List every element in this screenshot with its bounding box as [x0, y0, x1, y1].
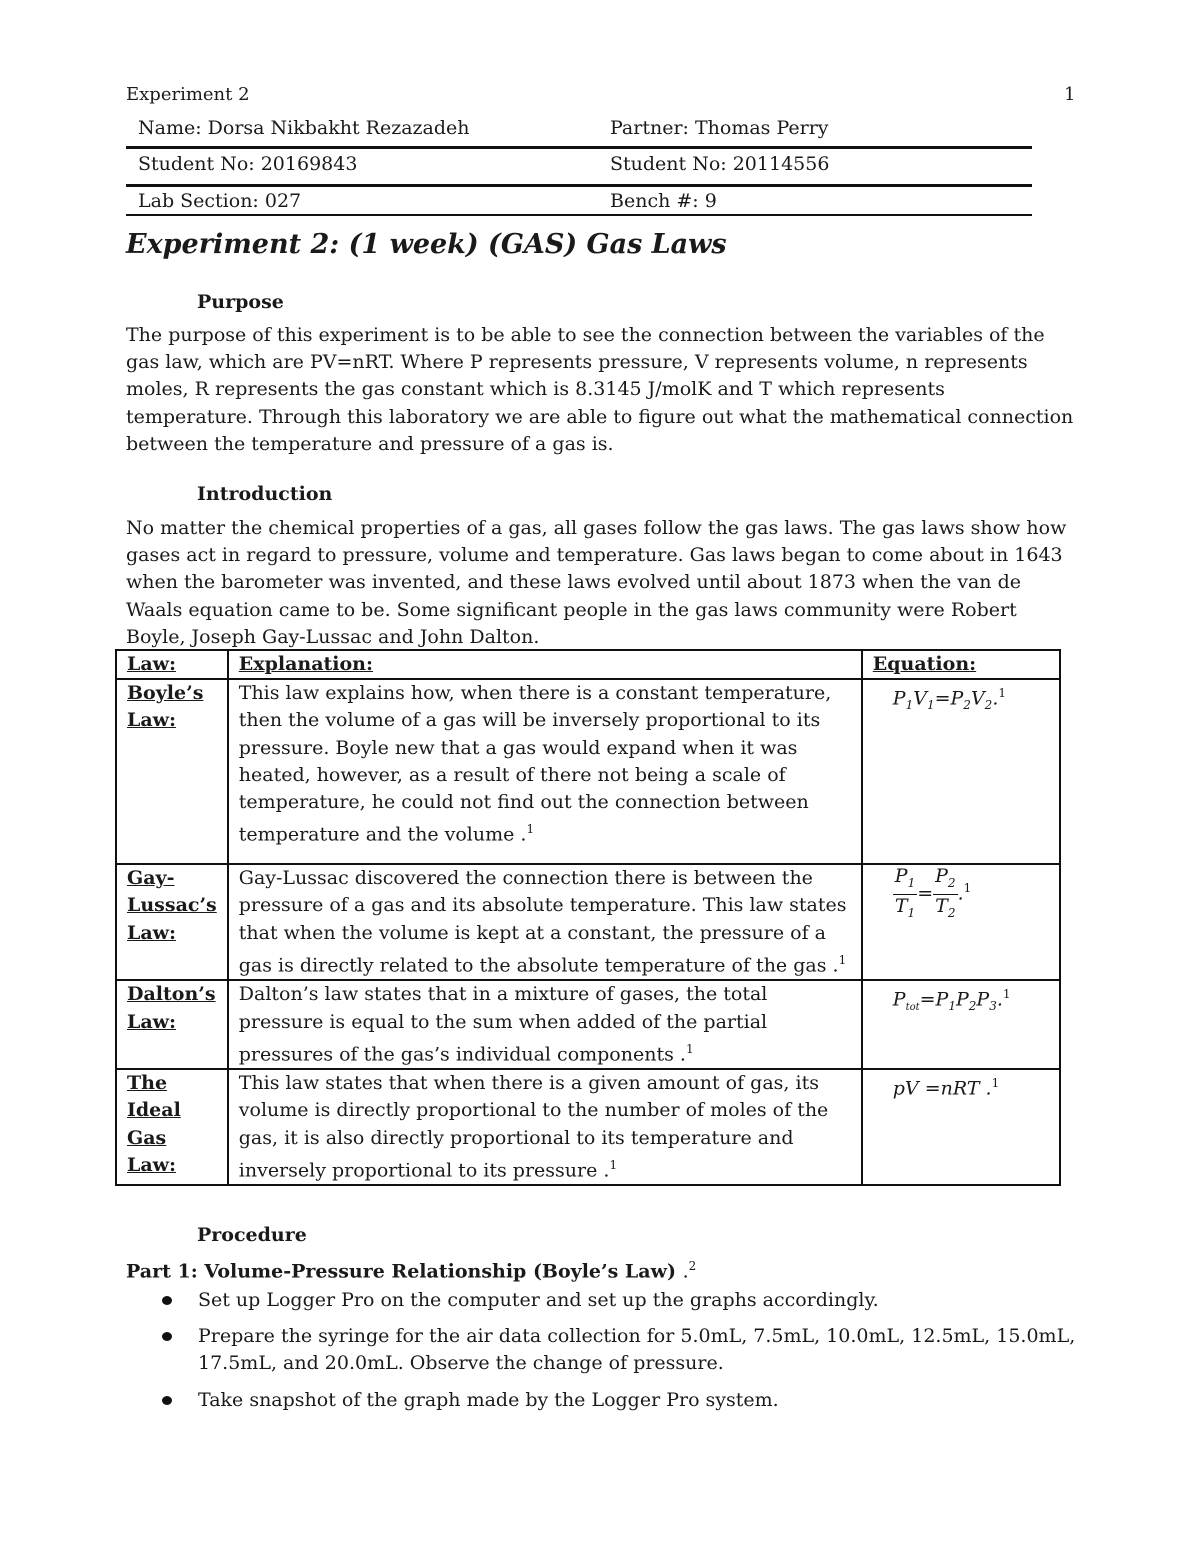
law-explanation: This law states that when there is a given amount of gas, its volume is directly proportional to the number of moles of the gas, it is also directly proportional to its temperature and inversely proportional to its pressure	[238, 1072, 829, 1182]
page-title: Experiment 2: (1 week) (GAS) Gas Laws	[126, 229, 727, 260]
bench-number: Bench #: 9	[610, 190, 717, 212]
footnote-ref: 2	[688, 1259, 697, 1273]
footnote-ref: 1	[838, 952, 847, 967]
list-item	[160, 1387, 1080, 1414]
footnote-ref: 1	[609, 1157, 618, 1172]
bullet-icon	[162, 1296, 172, 1305]
law-explanation: Gay-Lussac discovered the connection there is between the pressure of a gas and its absolute temperature. This law states that when the volume is kept at a constant, the pressure of a gas is directly related to the absolute temperature of the gas	[238, 867, 847, 977]
table-header-row	[116, 650, 1060, 679]
bullet-icon	[162, 1332, 172, 1341]
introduction-heading: Introduction	[197, 483, 333, 505]
purpose-heading: Purpose	[197, 291, 284, 313]
student-number-1: Student No: 20169843	[138, 153, 358, 175]
list-item-text: Set up Logger Pro on the computer and set up the graphs accordingly.	[198, 1289, 879, 1311]
list-item	[160, 1287, 1080, 1314]
boyle-equation: $P_1V_1=P_2V_2.^1$	[862, 679, 1060, 864]
student-number-2: Student No: 20114556	[610, 153, 830, 175]
table-row-dalton: Dalton’s Law: Dalton’s law states that in a mixture of gases, the total pressure is equal to the sum when added of the partial pressures of the gas’s individual components .$^1$ $P_{tot}=P_1P_2P_3.^1$	[116, 980, 1060, 1069]
law-name: Gay-Lussac’s Law:	[116, 864, 228, 980]
table-row-gay-lussac: Gay-Lussac’s Law: Gay-Lussac discovered the connection there is between the pressure of a gas and its absolute temperature. This law states that when the volume is kept at a constant, the pressure of a gas is directly related to the absolute temperature of the gas .$^1$ $\frac{P_1}{T_1}$ = $\frac{P_2}{T_2}$ .$^1$	[116, 864, 1060, 980]
list-item	[160, 1323, 1080, 1377]
procedure-heading: Procedure	[197, 1224, 307, 1246]
gay-lussac-equation: $\frac{P_1}{T_1}$ = $\frac{P_2}{T_2}$ .$^1$	[862, 864, 1060, 980]
procedure-list	[160, 1287, 1080, 1423]
law-explanation: Dalton’s law states that in a mixture of gases, the total pressure is equal to the sum when added of the partial pressures of the gas’s individual components	[238, 983, 768, 1066]
footnote-ref: 1	[526, 822, 535, 837]
part1-title: Part 1: Volume-Pressure Relationship (Boyle’s Law)	[126, 1260, 676, 1283]
info-divider-1	[126, 146, 1032, 149]
col-header-equation: Equation:	[872, 653, 977, 675]
table-row-boyle: Boyle’s Law: This law explains how, when there is a constant temperature, then the volume of a gas will be inversely proportional to its pressure. Boyle new that a gas would expand when it was heated, however, as a result of there not being a scale of temperature, he could not find out the connection between temperature and the volume .$^1$ $P_1V_1=P_2V_2.^1$	[116, 679, 1060, 864]
lab-section: Lab Section: 027	[138, 190, 302, 212]
student-name: Name: Dorsa Nikbakht Rezazadeh	[138, 117, 470, 139]
purpose-text: The purpose of this experiment is to be able to see the connection between the variables of the gas law, which are PV=nRT. Where P represents pressure, V represents volume, n represents moles, R represents the gas constant which is 8.3145 J/molK and T which represents temperature. Through this laboratory we are able to figure out what the mathematical connection between the temperature and pressure of a gas is.	[126, 324, 1074, 455]
table-row-ideal-gas: The Ideal Gas Law: This law states that when there is a given amount of gas, its volume is directly proportional to the number of moles of the gas, it is also directly proportional to its temperature and inversely proportional to its pressure .$^1$ pV =nRT .$^1$	[116, 1069, 1060, 1185]
gas-laws-table	[115, 649, 1061, 1186]
page-number: 1	[1064, 84, 1076, 105]
ideal-gas-equation: pV =nRT .$^1$	[862, 1069, 1060, 1185]
col-header-law: Law:	[127, 653, 177, 675]
running-header: Experiment 2	[126, 84, 250, 105]
footnote-ref: 1	[685, 1041, 694, 1056]
law-explanation: This law explains how, when there is a constant temperature, then the volume of a gas will be inversely proportional to its pressure. Boyle new that a gas would expand when it was heated, however, as a result of there not being a scale of temperature, he could not find out the connection between temperature and the volume	[238, 682, 832, 846]
col-header-explanation: Explanation:	[238, 653, 374, 675]
list-item-text: Take snapshot of the graph made by the Logger Pro system.	[198, 1388, 779, 1411]
info-divider-3	[126, 214, 1032, 216]
law-name: The Ideal Gas Law:	[116, 1069, 228, 1185]
part1-heading: Part 1: Volume-Pressure Relationship (Boyle’s Law) .$^2$	[126, 1259, 697, 1283]
law-name: Dalton’s Law:	[116, 980, 228, 1069]
list-item-text: Prepare the syringe for the air data collection for 5.0mL, 7.5mL, 10.0mL, 12.5mL, 15.0mL, 17.5mL, and 20.0mL. Observe the change of pressure.	[198, 1325, 1076, 1375]
law-name: Boyle’s Law:	[116, 679, 228, 864]
info-divider-2	[126, 184, 1032, 187]
introduction-text: No matter the chemical properties of a gas, all gases follow the gas laws. The gas laws show how gases act in regard to pressure, volume and temperature. Gas laws began to come about in 1643 when the barometer was invented, and these laws evolved until about 1873 when the van de Waals equation came to be. Some significant people in the gas laws community were Robert Boyle, Joseph Gay-Lussac and John Dalton.	[126, 517, 1067, 648]
partner-name: Partner: Thomas Perry	[610, 117, 829, 139]
dalton-equation: $P_{tot}=P_1P_2P_3.^1$	[862, 980, 1060, 1069]
bullet-icon	[162, 1396, 172, 1405]
